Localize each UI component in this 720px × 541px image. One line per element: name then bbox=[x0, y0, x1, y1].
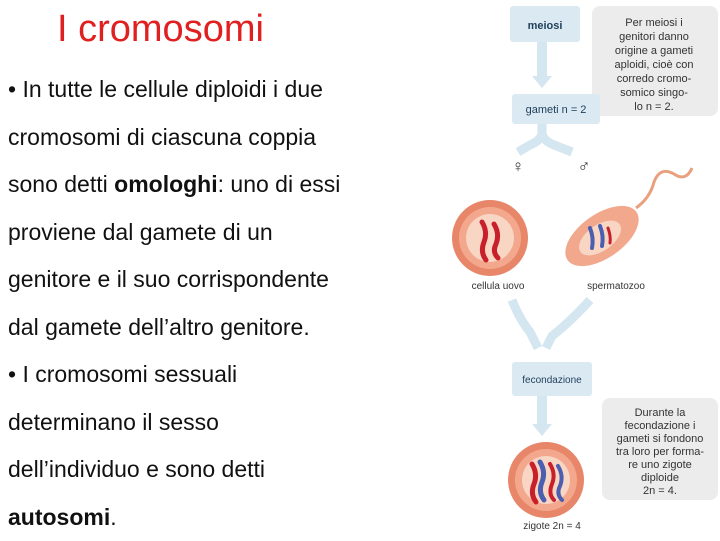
fecondazione-note-line: fecondazione i bbox=[625, 420, 696, 432]
page-title: I cromosomi bbox=[57, 8, 264, 51]
meiosi-note-line: somico singo- bbox=[620, 87, 688, 99]
bullet2-line3: dell’individuo e sono detti bbox=[8, 446, 408, 494]
bullet1-line4: proviene dal gamete di un bbox=[8, 209, 408, 257]
sperm-icon bbox=[555, 168, 692, 278]
bullet1-line1: • In tutte le cellule diploidi i due bbox=[8, 66, 408, 114]
egg-cell-icon bbox=[452, 200, 528, 276]
meiosi-note-line: Per meiosi i bbox=[625, 17, 682, 29]
sperm-label: spermatozoo bbox=[587, 281, 645, 292]
male-symbol-icon: ♂ bbox=[578, 157, 591, 176]
bullet1-line3-pre: sono detti bbox=[8, 171, 114, 197]
bullet1-line5: genitore e il suo corrispondente bbox=[8, 256, 408, 304]
bullet1-line6: dal gamete dell’altro genitore. bbox=[8, 304, 408, 352]
meiosi-note-line: aploidi, cioè con bbox=[615, 59, 694, 71]
term-omologhi: omologhi bbox=[114, 171, 217, 197]
zygote-label: zigote 2n = 4 bbox=[523, 521, 581, 532]
fecondazione-note-line: 2n = 4. bbox=[643, 485, 677, 497]
bullet1-line2: cromosomi di ciascuna coppia bbox=[8, 114, 408, 162]
arrow-split-gameti bbox=[518, 123, 572, 152]
fecondazione-note-line: tra loro per forma- bbox=[616, 446, 704, 458]
fecondazione-note-line: diploide bbox=[641, 472, 679, 484]
meiosi-note-line: origine a gameti bbox=[615, 45, 693, 57]
meiosi-note-line: genitori danno bbox=[619, 31, 689, 43]
meiosi-note-line: lo n = 2. bbox=[634, 101, 673, 113]
term-autosomi: autosomi bbox=[8, 504, 110, 530]
arrow-fecondazione-down bbox=[532, 396, 552, 436]
meiosi-label: meiosi bbox=[528, 20, 563, 32]
arrow-meiosi-down bbox=[532, 42, 552, 88]
female-symbol-icon: ♀ bbox=[512, 157, 525, 176]
fecondazione-note-line: re uno zigote bbox=[628, 459, 692, 471]
meiosi-note-line: corredo cromo- bbox=[617, 73, 692, 85]
fecondazione-note-line: Durante la bbox=[635, 407, 687, 419]
meiosis-diagram bbox=[440, 0, 720, 540]
gameti-label: gameti n = 2 bbox=[526, 104, 587, 116]
bullet1-line3 bbox=[8, 161, 408, 209]
bullet2-line4-post: . bbox=[110, 504, 116, 530]
fecondazione-label: fecondazione bbox=[522, 375, 582, 386]
bullet1-line3-post: : uno di essi bbox=[218, 171, 341, 197]
fecondazione-note-line: gameti si fondono bbox=[617, 433, 704, 445]
egg-label: cellula uovo bbox=[472, 281, 525, 292]
bullet2-line4 bbox=[8, 494, 408, 541]
bullet2-line1: • I cromosomi sessuali bbox=[8, 351, 408, 399]
bullet-text bbox=[8, 66, 408, 541]
bullet2-line2: determinano il sesso bbox=[8, 399, 408, 447]
arrow-merge-fecondazione bbox=[512, 300, 590, 348]
meiosi-note bbox=[615, 17, 694, 113]
zygote-cell-icon bbox=[508, 442, 584, 518]
